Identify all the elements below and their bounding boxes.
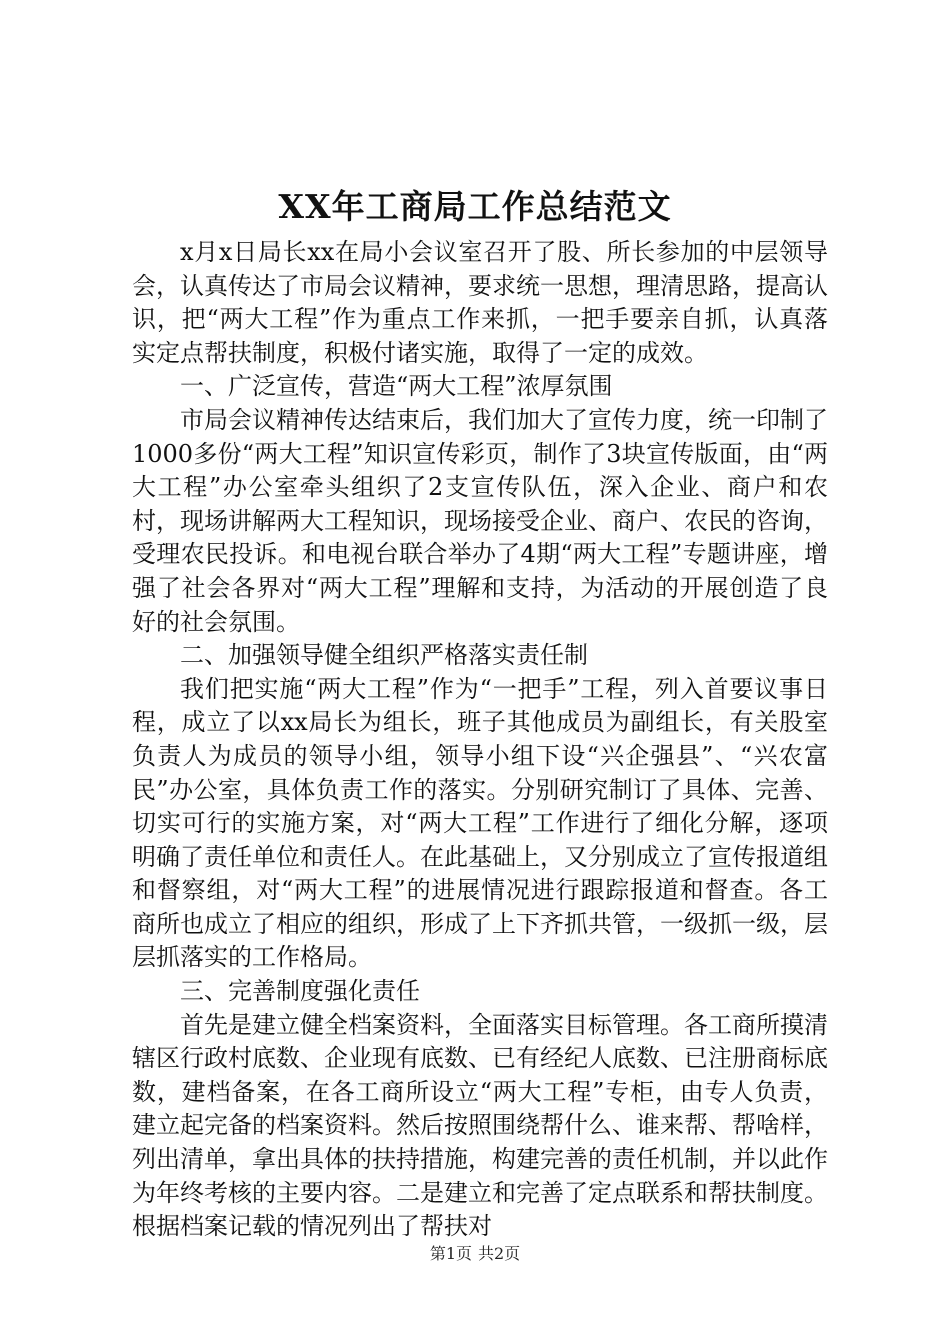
section-paragraph-2: 我们把实施“两大工程”作为“一把手”工程，列入首要议事日程，成立了以xx局长为组长，班子其他成员为副组长，有关股室负责人为成员的领导小组，领导小组下设“兴企强县”、“兴农富民”办公室，具体负责工作的落实。分别研究制订了具体、完善、切实可行的实施方案，对“两大工程”工作进行了细化分解，逐项明确了责任单位和责任人。在此基础上，又分别成立了宣传报道组和督察组，对“两大工程”的进展情况进行跟踪报道和督查。各工商所也成立了相应的组织，形成了上下齐抓共管，一级抓一级，层层抓落实的工作格局。 xyxy=(132,674,828,972)
page-footer xyxy=(0,1242,950,1266)
document-body xyxy=(132,236,828,1244)
page-number: 第1页 xyxy=(429,1244,472,1263)
page-total: 共2页 xyxy=(478,1244,521,1263)
section-heading-3: 三、完善制度强化责任 xyxy=(180,977,420,1006)
section-paragraph-1: 市局会议精神传达结束后，我们加大了宣传力度，统一印制了1000多份“两大工程”知识宣传彩页，制作了3块宣传版面，由“两大工程”办公室牵头组织了2支宣传队伍，深入企业、商户和农村，现场讲解两大工程知识，现场接受企业、商户、农民的咨询，受理农民投诉。和电视台联合举办了4期“两大工程”专题讲座，增强了社会各界对“两大工程”理解和支持，为活动的开展创造了良好的社会氛围。 xyxy=(132,405,828,636)
intro-paragraph: x月x日局长xx在局小会议室召开了股、所长参加的中层领导会，认真传达了市局会议精神，要求统一思想，理清思路，提高认识，把“两大工程”作为重点工作来抓，一把手要亲自抓，认真落实定点帮扶制度，积极付诸实施，取得了一定的成效。 xyxy=(132,238,828,367)
section-heading-1: 一、广泛宣传，营造“两大工程”浓厚氛围 xyxy=(180,372,613,401)
section-heading-2: 二、加强领导健全组织严格落实责任制 xyxy=(180,641,588,670)
section-paragraph-3: 首先是建立健全档案资料，全面落实目标管理。各工商所摸清辖区行政村底数、企业现有底数、已有经纪人底数、已注册商标底数，建档备案，在各工商所设立“两大工程”专柜，由专人负责，建立起完备的档案资料。然后按照围绕帮什么、谁来帮、帮啥样，列出清单，拿出具体的扶持措施，构建完善的责任机制，并以此作为年终考核的主要内容。二是建立和完善了定点联系和帮扶制度。根据档案记载的情况列出了帮扶对 xyxy=(132,1010,828,1241)
document-title: XX年工商局工作总结范文 xyxy=(278,187,672,226)
